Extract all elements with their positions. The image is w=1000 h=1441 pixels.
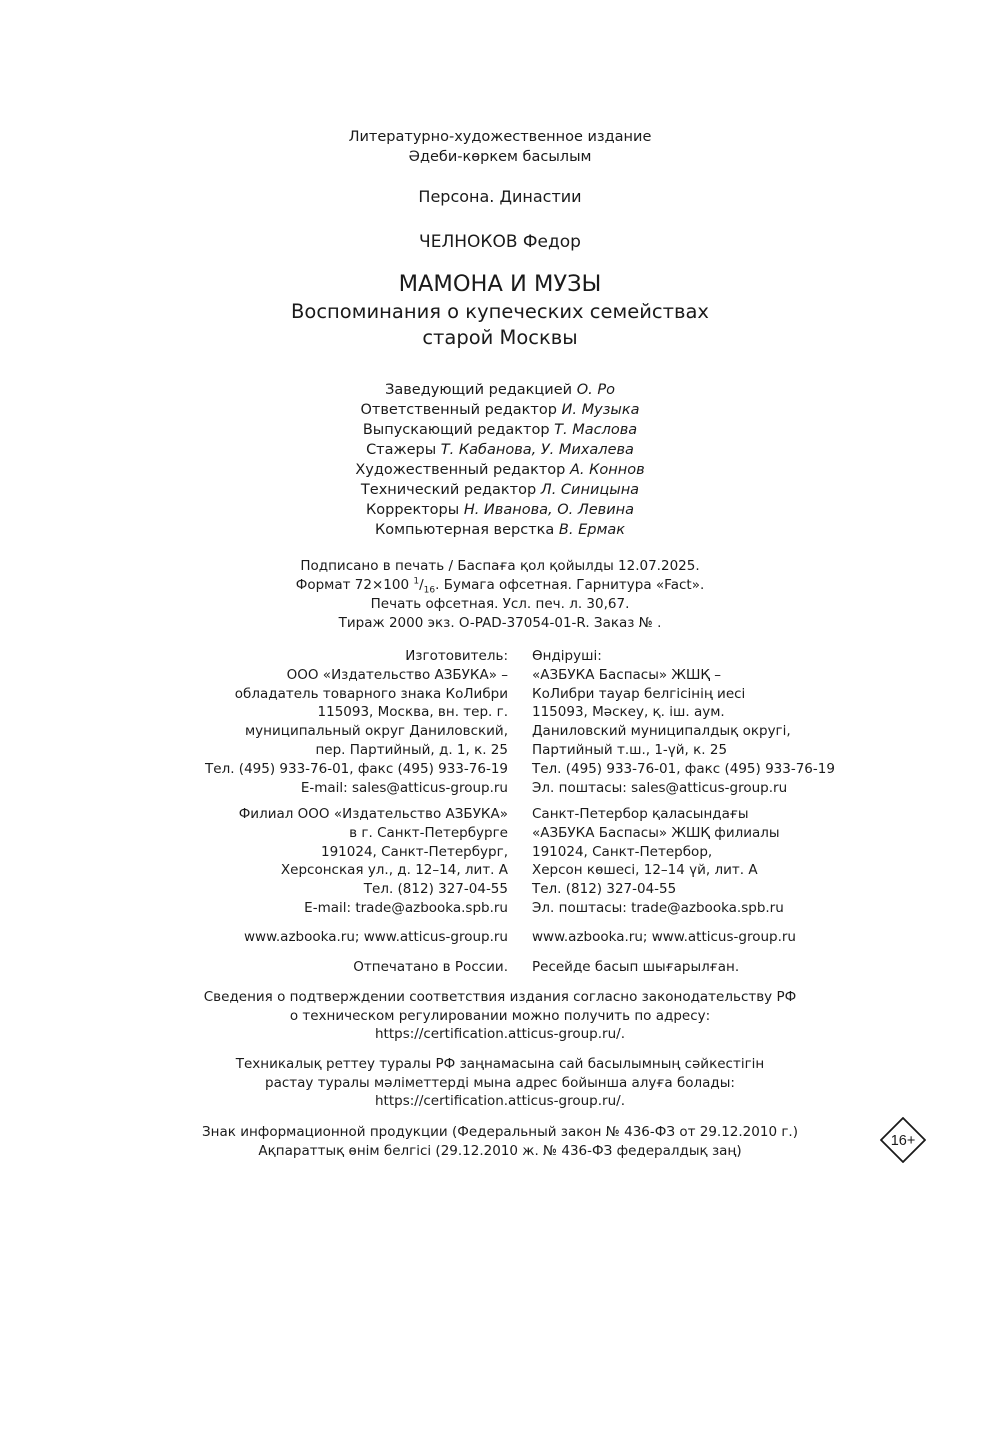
format-suffix: . Бумага офсетная. Гарнитура «Fact». [435, 577, 705, 593]
manufacturer-kz-line: Өндіруші: [532, 648, 602, 664]
manufacturer-ru-line: пер. Партийный, д. 1, к. 25 [315, 741, 508, 758]
staff-name: А. Коннов [569, 462, 645, 478]
edition-type-kz: Әдеби-көркем басылым [408, 149, 592, 165]
cert-kz-line: Техникалық реттеу туралы РФ заңнамасына сай басылымның сәйкестігін [235, 1056, 765, 1072]
sign-ru: Знак информационной продукции (Федеральный закон № 436-ФЗ от 29.12.2010 г.) [202, 1124, 798, 1140]
manufacturer-ru [205, 647, 508, 797]
staff-role: Корректоры [365, 502, 460, 518]
manufacturer-kz-email: Эл. поштасы: sales@atticus-group.ru [532, 779, 788, 796]
branch-kz-line: Санкт-Петербор қаласындағы [532, 806, 749, 822]
manufacturer-ru-line: ООО «Издательство АЗБУКА» – [286, 666, 508, 683]
certification-ru [0, 988, 1000, 1044]
subtitle-line-2: старой Москвы [422, 326, 578, 349]
age-rating-text: 16+ [890, 1133, 916, 1149]
staff-role: Ответственный редактор [360, 402, 557, 418]
branch-kz-line: Тел. (812) 327-04-55 [532, 881, 677, 898]
author-name: ЧЕЛНОКОВ Федор [419, 232, 581, 252]
staff-role: Компьютерная верстка [374, 522, 555, 538]
format-denominator: 16 [423, 585, 436, 596]
branch-kz-email: Эл. поштасы: trade@azbooka.spb.ru [532, 899, 784, 916]
cert-ru-url: https://certification.atticus-group.ru/. [374, 1026, 625, 1042]
manufacturer-ru-line: Изготовитель: [405, 648, 508, 664]
manufacturer-ru-line: муниципальный округ Даниловский, [244, 723, 508, 740]
branch-ru-email: E-mail: trade@azbooka.spb.ru [304, 899, 508, 916]
print-type: Печать офсетная. Усл. печ. л. 30,67. [370, 596, 630, 612]
manufacturer-ru-email: E-mail: sales@atticus-group.ru [300, 779, 508, 796]
staff-role: Заведующий редакцией [385, 382, 573, 398]
branch-kz-line: Херсон көшесі, 12–14 үй, лит. А [532, 862, 758, 879]
manufacturer-kz-line: КоЛибри тауар белгісінің иесі [532, 685, 746, 702]
print-signed: Подписано в печать / Баспаға қол қойылды 12.07.2025. [300, 558, 700, 574]
info-product-sign [0, 1123, 1000, 1160]
web-ru: www.azbooka.ru; www.atticus-group.ru [244, 929, 508, 945]
age-rating-diamond-icon [880, 1117, 926, 1163]
staff-row [0, 480, 1000, 500]
staff-row [0, 460, 1000, 480]
staff-name: И. Музыка [561, 402, 640, 418]
manufacturer-kz-line: 115093, Мәскеу, қ. іш. аум. [532, 704, 725, 721]
edition-type-ru: Литературно-художественное издание [348, 129, 652, 145]
staff-row [0, 400, 1000, 420]
staff-role: Технический редактор [360, 482, 537, 498]
format-numerator: 1 [413, 576, 420, 587]
staff-role: Художественный редактор [355, 462, 570, 478]
manufacturer-ru-line: обладатель товарного знака КоЛибри [234, 685, 508, 702]
editorial-staff [0, 380, 1000, 540]
staff-name: В. Ермак [558, 522, 626, 538]
branch-kz-line: «АЗБУКА Баспасы» ЖШҚ филиалы [532, 824, 780, 841]
manufacturer-kz-line: Тел. (495) 933-76-01, факс (495) 933-76-19 [532, 760, 835, 777]
branch-ru-line: Тел. (812) 327-04-55 [363, 881, 508, 898]
manufacturer-ru-line: Тел. (495) 933-76-01, факс (495) 933-76-19 [205, 760, 508, 777]
cert-kz-line: растау туралы мәліметтерді мына адрес бойынша алуға болады: [265, 1074, 735, 1091]
print-details [0, 557, 1000, 633]
branch-ru-line: в г. Санкт-Петербурге [349, 824, 508, 841]
book-subtitle [0, 299, 1000, 351]
sign-kz: Ақпараттық өнім белгісі (29.12.2010 ж. № 436-ФЗ федералдық заң) [258, 1142, 742, 1159]
branch-kz [532, 805, 784, 918]
staff-name: Т. Маслова [554, 422, 638, 438]
staff-row [0, 500, 1000, 520]
manufacturer-ru-line: 115093, Москва, вн. тер. г. [317, 704, 508, 721]
printed-ru: Отпечатано в России. [353, 959, 508, 975]
cert-ru-line: Сведения о подтверждении соответствия издания согласно законодательству РФ [203, 989, 797, 1005]
branch-ru-line: 191024, Санкт-Петербург, [321, 843, 508, 860]
staff-row [0, 440, 1000, 460]
printed-kz: Ресейде басып шығарылған. [532, 959, 740, 975]
subtitle-line-1: Воспоминания о купеческих семействах [291, 300, 709, 323]
edition-type [0, 127, 1000, 167]
book-title: МАМОНА И МУЗЫ [398, 271, 602, 297]
staff-name: Т. Кабанова, У. Михалева [440, 442, 634, 458]
print-format: Формат 72×100 $^1/_{16}$. Бумага офсетная. Гарнитура «Fact». [295, 576, 705, 596]
staff-role: Выпускающий редактор [362, 422, 550, 438]
branch-ru-line: Филиал ООО «Издательство АЗБУКА» [238, 806, 508, 822]
manufacturer-kz-line: Партийный т.ш., 1-үй, к. 25 [532, 741, 728, 758]
manufacturer-kz-line: Даниловский муниципалдық округі, [532, 723, 791, 740]
branch-ru-line: Херсонская ул., д. 12–14, лит. А [280, 862, 508, 879]
manufacturer-kz-line: «АЗБУКА Баспасы» ЖШҚ – [532, 666, 722, 683]
staff-role: Стажеры [366, 442, 437, 458]
staff-name: О. Ро [576, 382, 615, 398]
age-rating-badge [880, 1117, 926, 1163]
series-name: Персона. Династии [418, 187, 582, 206]
branch-ru [239, 805, 508, 918]
staff-name: Н. Иванова, О. Левина [463, 502, 635, 518]
manufacturer-kz [532, 647, 835, 797]
staff-row [0, 380, 1000, 400]
certification-kz [0, 1055, 1000, 1111]
print-run: Тираж 2000 экз. O-PAD-37054-01-R. Заказ № . [338, 615, 662, 631]
staff-row [0, 420, 1000, 440]
branch-kz-line: 191024, Санкт-Петербор, [532, 843, 713, 860]
staff-row [0, 520, 1000, 540]
cert-ru-line: о техническом регулировании можно получить по адресу: [289, 1007, 711, 1024]
format-prefix: Формат 72×100 [295, 577, 414, 593]
staff-name: Л. Синицына [540, 482, 640, 498]
web-kz: www.azbooka.ru; www.atticus-group.ru [532, 929, 796, 945]
cert-kz-url: https://certification.atticus-group.ru/. [374, 1093, 625, 1109]
